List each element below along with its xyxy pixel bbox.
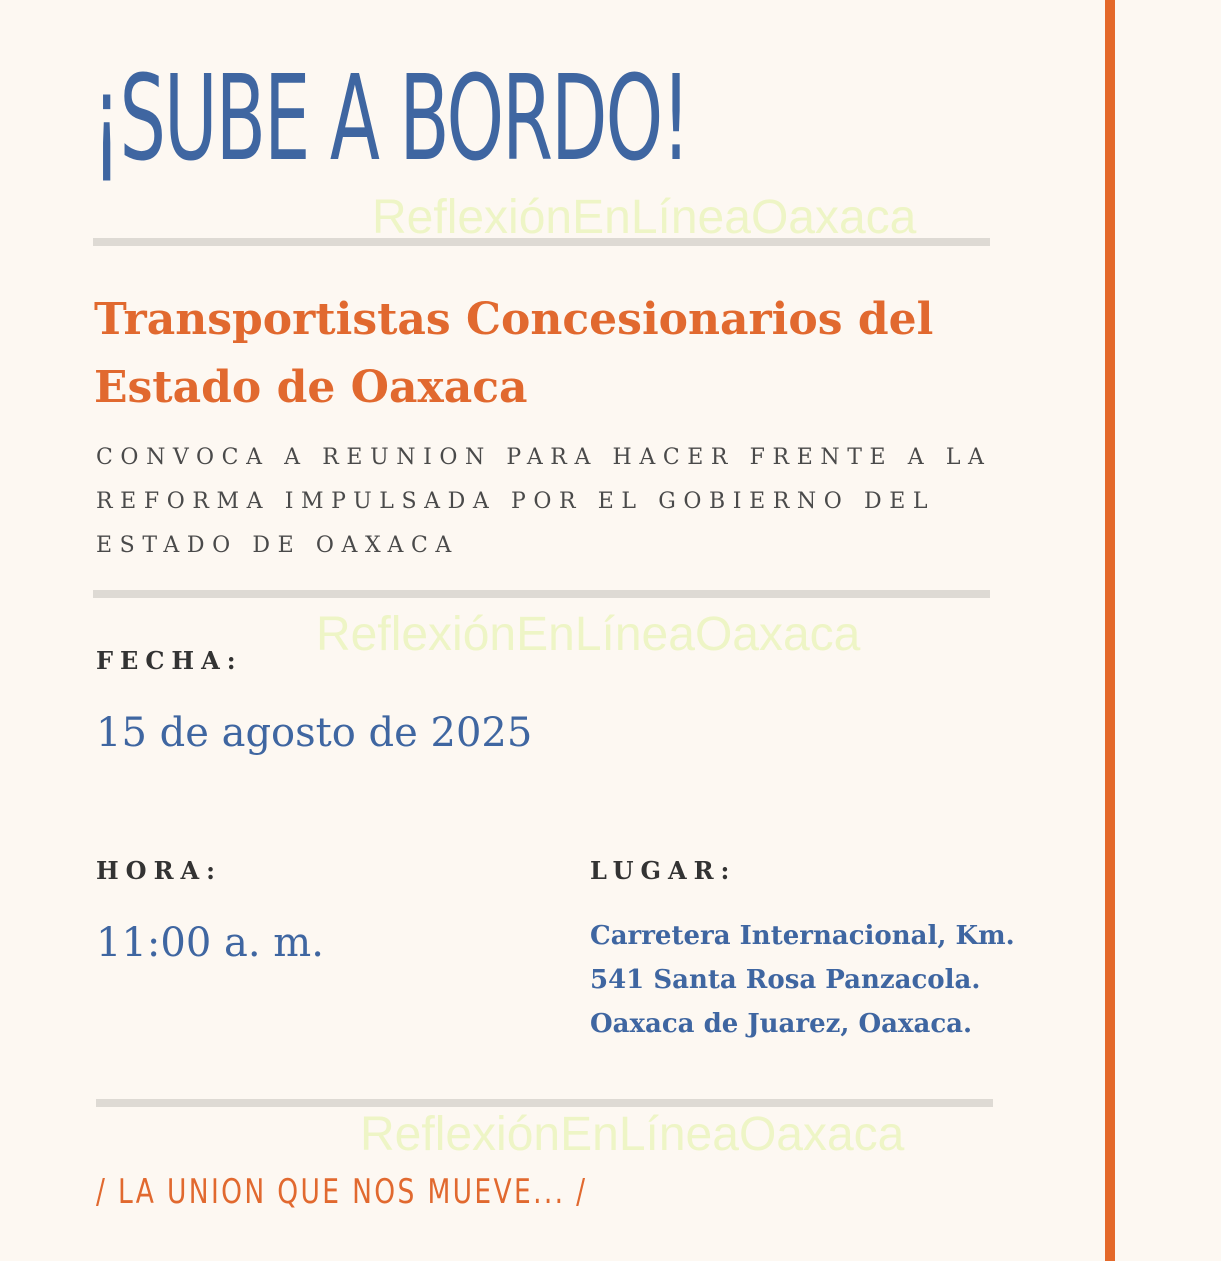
address-line: 541 Santa Rosa Panzacola. — [590, 965, 981, 995]
organization-name: Transportistas Concesionarios del Estado de Oaxaca — [94, 294, 934, 413]
divider-bottom — [96, 1099, 993, 1107]
watermark: ReflexiónEnLíneaOaxaca — [360, 1108, 905, 1161]
headline: ¡SUBE A BORDO! — [92, 49, 689, 187]
time-label: HORA: — [96, 856, 223, 885]
watermark: ReflexiónEnLíneaOaxaca — [372, 191, 917, 244]
watermark: ReflexiónEnLíneaOaxaca — [316, 608, 861, 661]
accent-bar — [1105, 0, 1115, 1261]
date-label: FECHA: — [96, 646, 243, 675]
divider-middle — [93, 590, 990, 598]
meeting-summary: CONVOCA A REUNION PARA HACER FRENTE A LA REFORMA IMPULSADA POR EL GOBIERNO DEL ESTADO DE OAXACA — [96, 445, 992, 558]
divider-top — [93, 238, 990, 246]
place-label: LUGAR: — [590, 856, 737, 885]
address-line: Carretera Internacional, Km. — [590, 921, 1015, 951]
date-value: 15 de agosto de 2025 — [96, 710, 533, 756]
time-value: 11:00 a. m. — [96, 920, 324, 966]
place-address — [590, 914, 1050, 1046]
address-line: Oaxaca de Juarez, Oaxaca. — [590, 1009, 973, 1039]
tagline: / LA UNION QUE NOS MUEVE... / — [96, 1172, 588, 1212]
